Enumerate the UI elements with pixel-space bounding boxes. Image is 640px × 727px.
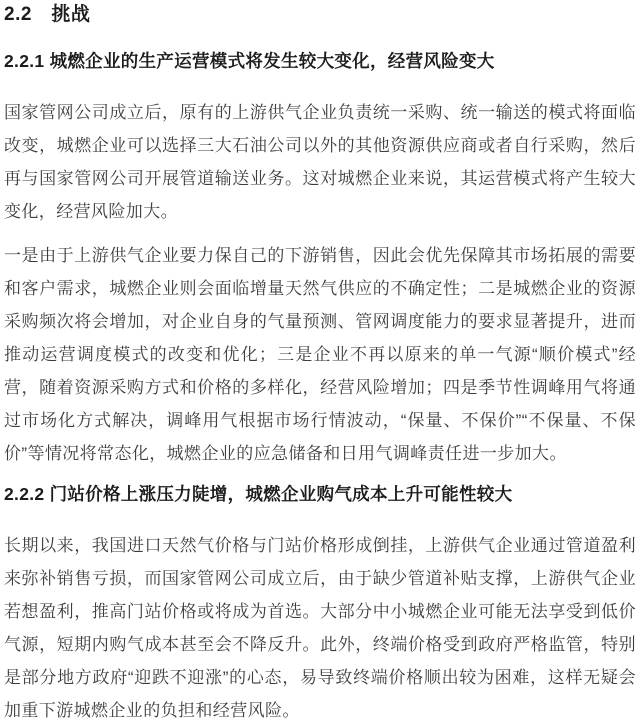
subsection-heading-221: 2.2.1 城燃企业的生产运营模式将发生较大变化，经营风险变大 [4, 51, 495, 71]
paragraph-221-2: 一是由于上游供气企业要力保自己的下游销售，因此会优先保障其市场拓展的需要和客户需求，城燃企业则会面临增量天然气供应的不确定性；二是城燃企业的资源采购频次将会增加，对企业自身的气量预测、管网调度能力的要求显著提升，进而推动运营调度模式的改变和优化；三是企业不再以原来的单一气源“顺价模式”经营，随着资源采购方式和价格的多样化，经营风险增加；四是季节性调峰用气将通过市场化方式解决，调峰用气根据市场行情波动，“保量、不保价”“不保量、不保价”等情况将常态化，城燃企业的应急储备和日用气调峰责任进一步加大。 [4, 246, 636, 463]
document-page [4, 2, 636, 727]
subsection-heading-222: 2.2.2 门站价格上涨压力陡增，城燃企业购气成本上升可能性较大 [4, 484, 513, 504]
section-title: 2.2 挑战 [4, 4, 91, 25]
paragraph-222-1: 长期以来，我国进口天然气价格与门站价格形成倒挂，上游供气企业通过管道盈利来弥补销售亏损，而国家管网公司成立后，由于缺少管道补贴支撑，上游供气企业若想盈利，推高门站价格或将成为首选。大部分中小城燃企业可能无法享受到低价气源，短期内购气成本甚至会不降反升。此外，终端价格受到政府严格监管，特别是部分地方政府“迎跌不迎涨”的心态，易导致终端价格顺出较为困难，这样无疑会加重下游城燃企业的负担和经营风险。 [4, 536, 636, 720]
paragraph-221-1: 国家管网公司成立后，原有的上游供气企业负责统一采购、统一输送的模式将面临改变，城燃企业可以选择三大石油公司以外的其他资源供应商或者自行采购，然后再与国家管网公司开展管道输送业务。这对城燃企业来说，其运营模式将产生较大变化，经营风险加大。 [4, 103, 636, 221]
